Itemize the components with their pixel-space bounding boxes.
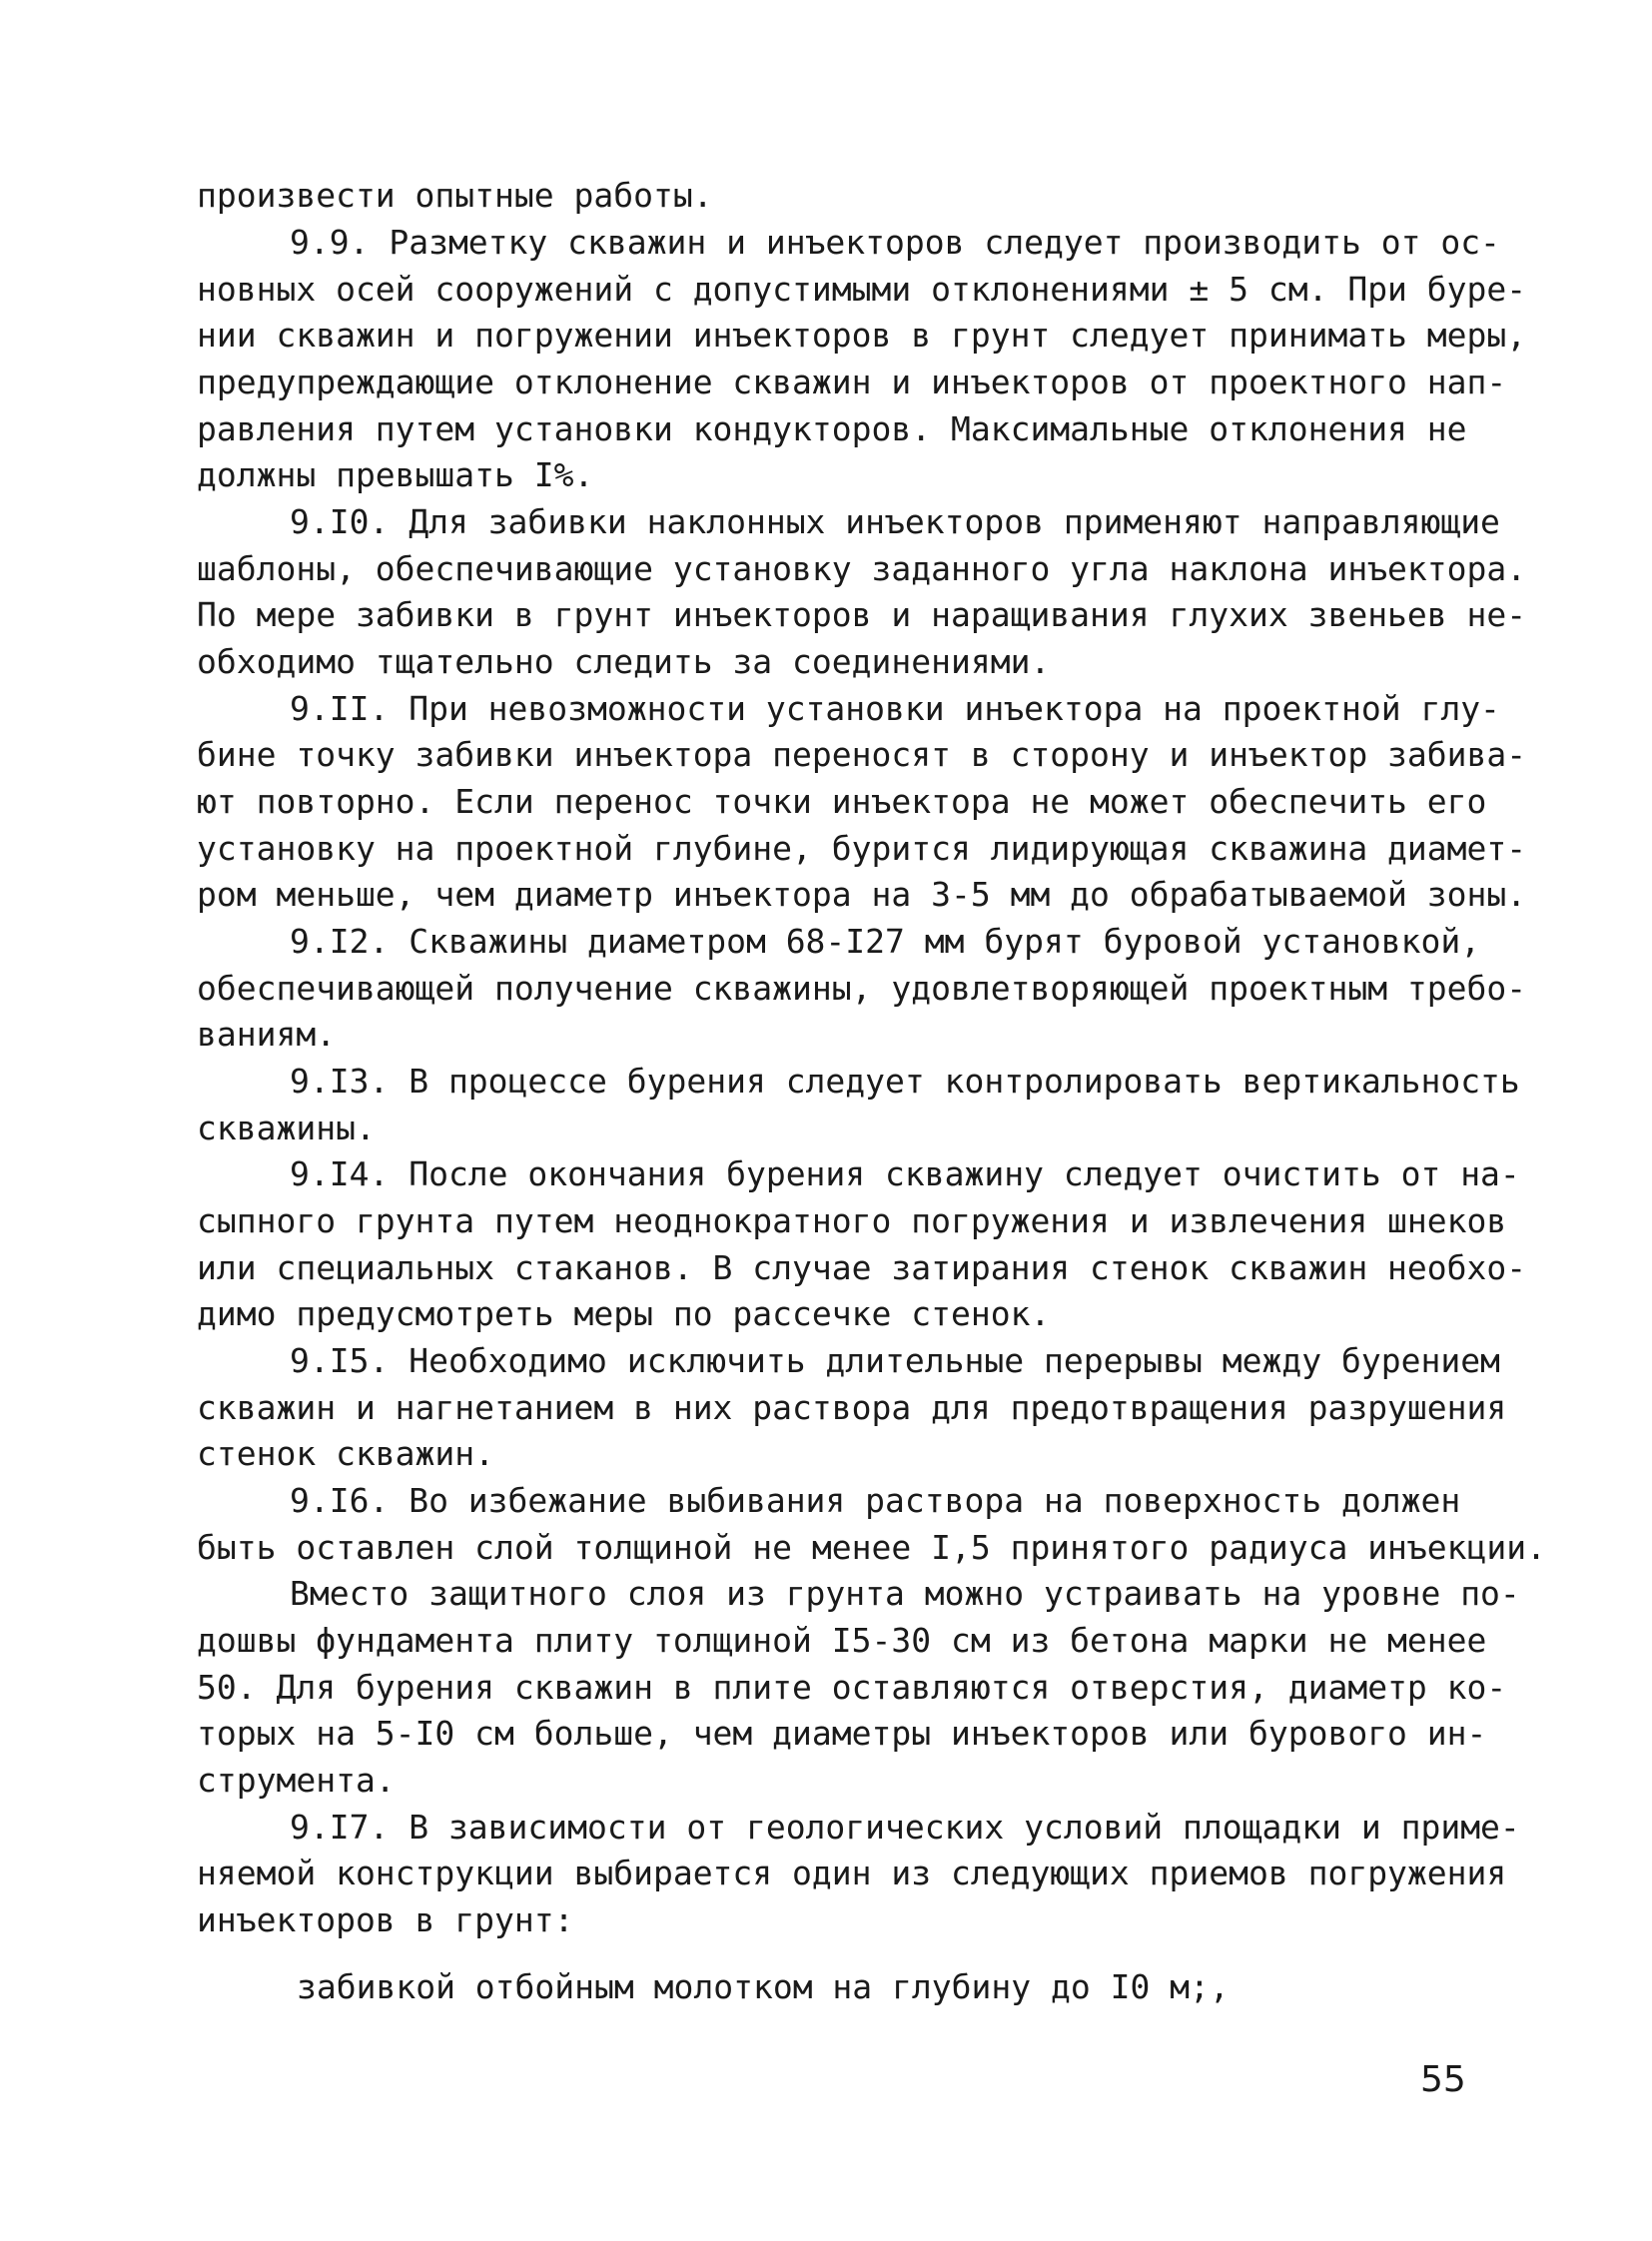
text-line: ют повторно. Если перенос точки инъектора не может обеспечить его — [197, 782, 1487, 821]
text-line: инъекторов в грунт: — [197, 1900, 574, 1939]
text-line: шаблоны, обеспечивающие установку заданного угла наклона инъектора. — [197, 549, 1527, 588]
paragraph-9-11: 9.II. При невозможности установки инъектора на проектной глу- — [290, 689, 1500, 728]
text-line: новных осей сооружений с допустимыми отклонениями ± 5 см. При буре- — [197, 270, 1527, 309]
text-line: скважины. — [197, 1109, 376, 1147]
text-line: торых на 5-I0 см больше, чем диаметры инъекторов или бурового ин- — [197, 1714, 1487, 1753]
text-line: сыпного грунта путем неоднократного погружения и извлечения шнеков — [197, 1201, 1507, 1240]
list-item-hammer-driving: забивкой отбойным молотком на глубину до I0 м;, — [297, 1967, 1230, 2006]
text-line: дошвы фундамента плиту толщиной I5-30 см из бетона марки не менее — [197, 1621, 1487, 1660]
text-line: обеспечивающей получение скважины, удовлетворяющей проектным требо- — [197, 969, 1527, 1008]
text-line: равления путем установки кондукторов. Максимальные отклонения не — [197, 409, 1467, 448]
paragraph-9-15: 9.I5. Необходимо исключить длительные перерывы между бурением — [290, 1341, 1500, 1380]
text-line: установку на проектной глубине, бурится лидирующая скважина диамет- — [197, 829, 1527, 868]
text-line: должны превышать I%. — [197, 455, 594, 494]
paragraph-9-16: 9.I6. Во избежание выбивания раствора на поверхность должен — [290, 1481, 1461, 1520]
paragraph-9-9: 9.9. Разметку скважин и инъекторов следует производить от ос- — [290, 223, 1500, 262]
text-line: По мере забивки в грунт инъекторов и наращивания глухих звеньев не- — [197, 595, 1527, 634]
paragraph-9-10: 9.I0. Для забивки наклонных инъекторов применяют направляющие — [290, 502, 1500, 541]
paragraph-protective-layer: Вместо защитного слоя из грунта можно устраивать на уровне по- — [290, 1574, 1520, 1613]
text-line: няемой конструкции выбирается один из следующих приемов погружения — [197, 1854, 1507, 1892]
text-line: скважин и нагнетанием в них раствора для предотвращения разрушения — [197, 1388, 1507, 1427]
paragraph-9-14: 9.I4. После окончания бурения скважину следует очистить от на- — [290, 1154, 1520, 1193]
text-line: обходимо тщательно следить за соединениями. — [197, 642, 1051, 681]
text-line: 50. Для бурения скважин в плите оставляются отверстия, диаметр ко- — [197, 1668, 1507, 1707]
text-line: стенок скважин. — [197, 1434, 495, 1473]
text-line: предупреждающие отклонение скважин и инъекторов от проектного нап- — [197, 363, 1507, 401]
page-number: 55 — [1420, 2059, 1466, 2100]
paragraph-9-17: 9.I7. В зависимости от геологических условий площадки и приме- — [290, 1808, 1520, 1847]
text-line: димо предусмотреть меры по рассечке стенок. — [197, 1294, 1051, 1333]
text-line: произвести опытные работы. — [197, 176, 713, 215]
text-line: быть оставлен слой толщиной не менее I,5 принятого радиуса инъекции. — [197, 1528, 1547, 1567]
text-line: ром меньше, чем диаметр инъектора на 3-5 мм до обрабатываемой зоны. — [197, 875, 1527, 914]
text-line: или специальных стаканов. В случае затирания стенок скважин необхо- — [197, 1248, 1527, 1287]
paragraph-9-12: 9.I2. Скважины диаметром 68-I27 мм бурят буровой установкой, — [290, 922, 1481, 961]
text-line: ваниям. — [197, 1015, 337, 1054]
text-line: нии скважин и погружении инъекторов в грунт следует принимать меры, — [197, 316, 1527, 355]
text-line: бине точку забивки инъектора переносят в сторону и инъектор забива- — [197, 735, 1527, 774]
text-line: струмента. — [197, 1761, 396, 1800]
paragraph-9-13: 9.I3. В процессе бурения следует контролировать вертикальность — [290, 1062, 1520, 1101]
